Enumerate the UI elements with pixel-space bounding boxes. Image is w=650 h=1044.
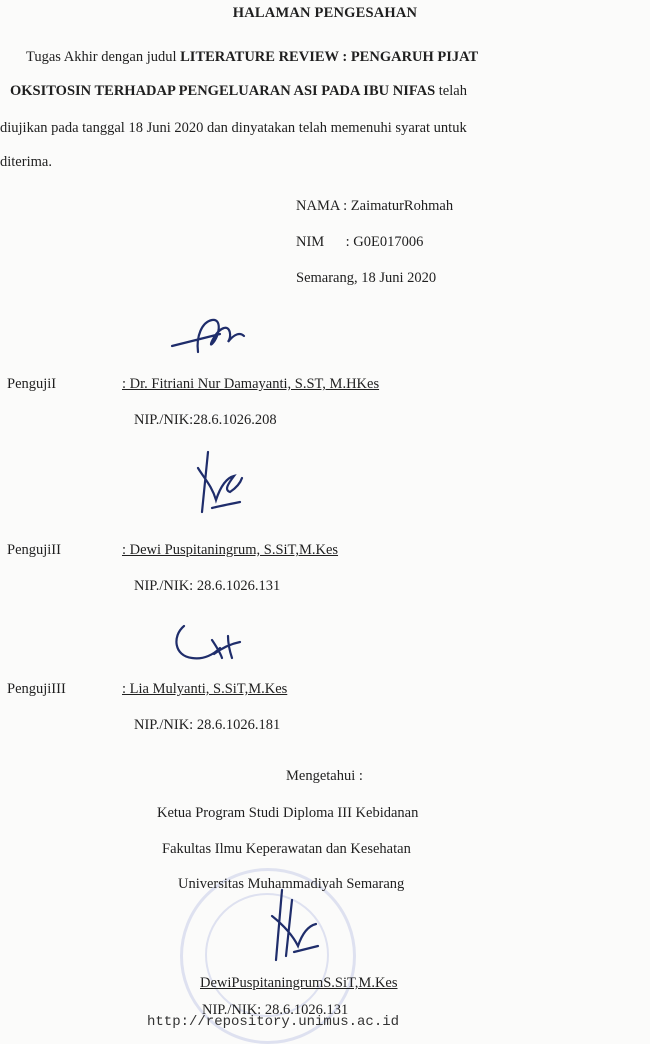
thesis-title-part-2: OKSITOSIN TERHADAP PENGELUARAN ASI PADA IBU NIFAS [10,83,436,99]
examiner-1-nip: NIP./NIK:28.6.1026.208 [134,412,277,428]
intro-line-4: diterima. [0,154,52,170]
examiner-1-label: PengujiI [7,376,57,392]
student-nim-row [296,234,423,251]
nim-label: NIM [296,234,325,250]
head-of-program-signature [262,886,322,966]
signer-nip: NIP./NIK: 28.6.1026.131 [202,1002,349,1018]
place-date: Semarang, 18 Juni 2020 [296,270,437,286]
approval-line-3: Universitas Muhammadiyah Semarang [178,876,405,892]
examiner-3-signature [170,618,250,668]
examiner-2-signature [186,448,246,520]
examiner-3-nip: NIP./NIK: 28.6.1026.181 [134,717,281,733]
approval-line-2: Fakultas Ilmu Keperawatan dan Kesehatan [162,841,411,857]
approval-line-1: Ketua Program Studi Diploma III Kebidanan [157,805,419,821]
examiner-3-label: PengujiIII [7,681,66,697]
intro-line-2: OKSITOSIN TERHADAP PENGELUARAN ASI PADA IBU NIFAS telah [10,83,467,99]
nim-value: : G0E017006 [345,234,424,250]
intro-line-3: diujikan pada tanggal 18 Juni 2020 dan dinyatakan telah memenuhi syarat untuk [0,120,467,136]
examiner-3-name: : Lia Mulyanti, S.SiT,M.Kes [122,681,288,697]
intro-line-1: Tugas Akhir dengan judul LITERATURE REVIEW : PENGARUH PIJAT [26,49,479,65]
acknowledged-label: Mengetahui : [286,768,363,784]
thesis-title-part-1: LITERATURE REVIEW : PENGARUH PIJAT [180,49,479,65]
examiner-1-signature [168,312,248,362]
footer-url[interactable]: http://repository.unimus.ac.id [147,1014,400,1030]
signer-name: DewiPuspitaningrumS.SiT,M.Kes [200,975,398,991]
name-value: : ZaimaturRohmah [343,198,454,214]
page-title: HALAMAN PENGESAHAN [232,5,418,21]
examiner-2-nip: NIP./NIK: 28.6.1026.131 [134,578,281,594]
examiner-2-name: : Dewi Puspitaningrum, S.SiT,M.Kes [122,542,339,558]
name-label: NAMA [296,198,340,214]
examiner-1-name: : Dr. Fitriani Nur Damayanti, S.ST, M.HKes [122,376,380,392]
examiner-2-label: PengujiII [7,542,61,558]
student-name-row [296,198,453,215]
